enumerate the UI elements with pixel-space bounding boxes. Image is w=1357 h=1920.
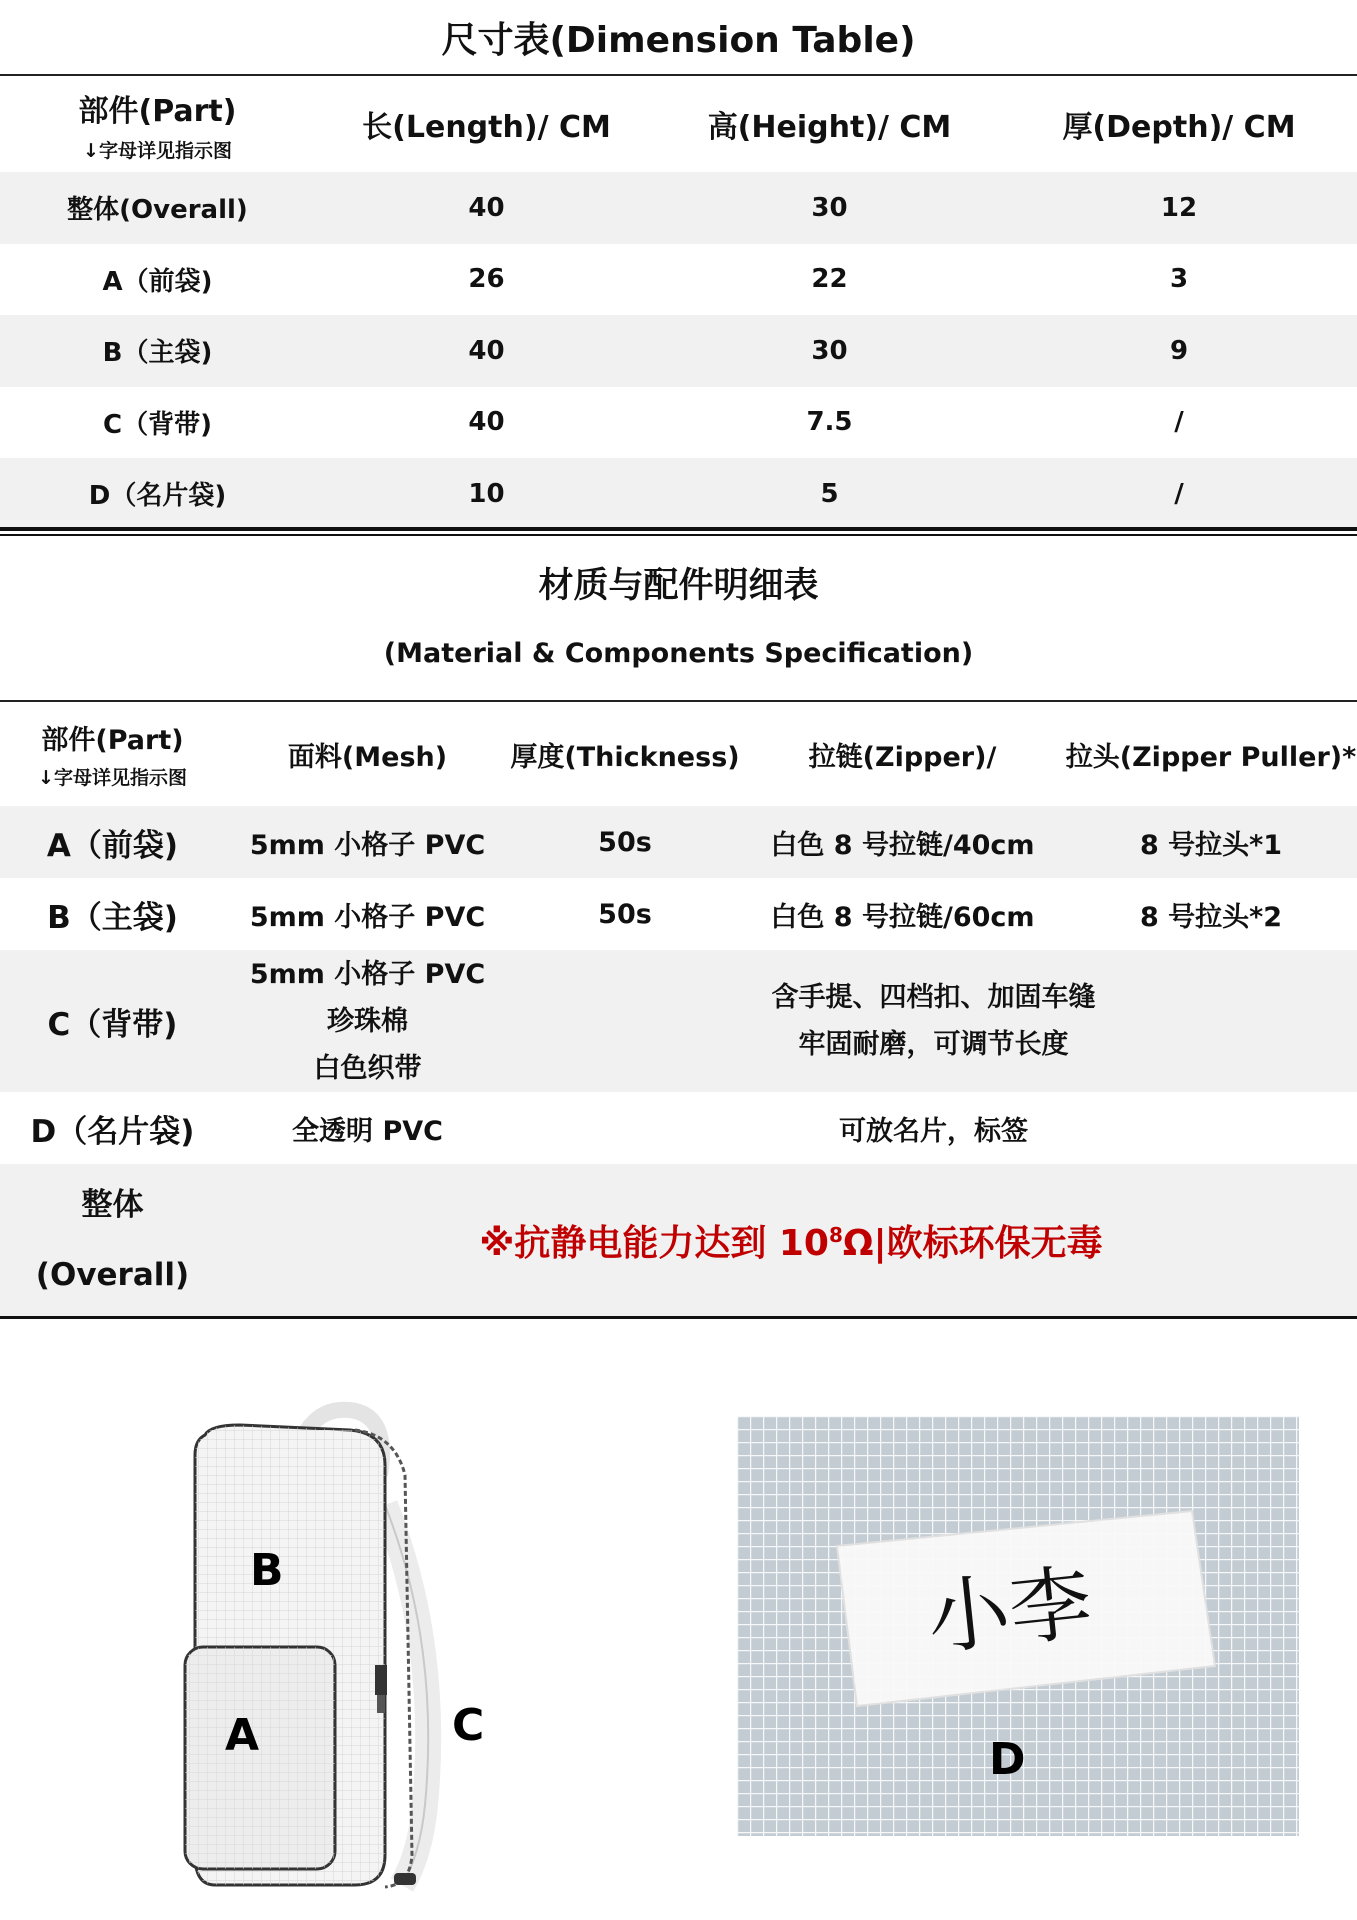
- table-row: [0, 1164, 1357, 1316]
- cell-height: 30: [811, 192, 848, 223]
- table-row: [0, 315, 1357, 387]
- header-part-note: ↓字母详见指示图: [38, 767, 187, 789]
- cell-thickness: 50s: [598, 898, 652, 930]
- label-c: C: [452, 1700, 485, 1751]
- table-row: [0, 878, 1357, 950]
- header-part-label: 部件(Part): [41, 725, 184, 756]
- material-title-zh: 材质与配件明细表: [538, 566, 819, 606]
- header-puller: 拉头(Zipper Puller)*: [1065, 741, 1357, 773]
- card-handwritten-name: 小李: [923, 1555, 1097, 1668]
- material-table-title: [0, 546, 1357, 682]
- cell-part: C（背带): [103, 409, 212, 440]
- header-part: [0, 86, 315, 163]
- dimension-table: [0, 76, 1357, 530]
- cell-depth: 9: [1169, 335, 1189, 366]
- backpack-illustration: [180, 1385, 510, 1905]
- cell-part: B（主袋): [102, 338, 213, 369]
- antistatic-note: [225, 1215, 1357, 1266]
- header-height: 高(Height)/ CM: [707, 110, 952, 145]
- note-line: 牢固耐磨，可调节长度: [798, 1029, 1069, 1060]
- cell-part: D（名片袋): [88, 481, 227, 512]
- antistatic-note-exponent: 8: [828, 1222, 843, 1247]
- cell-mesh: 5mm 小格子 PVC: [249, 829, 486, 861]
- cell-part: 整体(Overall): [67, 195, 248, 226]
- header-thickness: 厚度(Thickness): [510, 741, 740, 773]
- material-table-header: [0, 702, 1357, 806]
- table-row: [0, 1092, 1357, 1164]
- mesh-line: 白色织带: [313, 1052, 422, 1084]
- cell-length: 10: [468, 478, 505, 509]
- table-row: [0, 172, 1357, 244]
- table-row: [0, 950, 1357, 1092]
- material-title-en: (Material & Components Specification): [383, 638, 974, 669]
- cell-depth: /: [1174, 407, 1184, 438]
- cell-length: 40: [468, 335, 505, 366]
- dimension-table-title: 尺寸表(Dimension Table): [0, 0, 1357, 76]
- header-part: [0, 718, 225, 790]
- cell-height: 7.5: [806, 407, 853, 438]
- cell-depth: /: [1174, 478, 1184, 509]
- mesh-line: 珍珠棉: [327, 1005, 408, 1037]
- header-part-note: ↓字母详见指示图: [83, 139, 232, 162]
- material-table: [0, 700, 1357, 1319]
- cell-part: B（主袋): [47, 899, 178, 936]
- cell-note: 可放名片，标签: [839, 1115, 1028, 1147]
- cell-depth: 12: [1160, 192, 1198, 223]
- cell-part: C（背带): [47, 1006, 178, 1043]
- cell-height: 5: [820, 478, 839, 509]
- card-pocket-photo: [737, 1416, 1299, 1836]
- cell-part: A（前袋): [102, 266, 213, 297]
- label-d: D: [989, 1734, 1026, 1785]
- cell-depth: 3: [1169, 264, 1189, 295]
- backpack-photo: [180, 1385, 510, 1905]
- header-part-label: 部件(Part): [78, 93, 237, 129]
- cell-mesh: [225, 951, 510, 1092]
- label-b: B: [250, 1545, 284, 1596]
- section-divider: [0, 527, 1357, 536]
- table-row: [0, 244, 1357, 316]
- dimension-table-header: [0, 76, 1357, 172]
- antistatic-note-suffix: Ω|欧标环保无毒: [842, 1222, 1103, 1264]
- table-row: [0, 387, 1357, 459]
- indicator-figures: [0, 1320, 1357, 1920]
- table-row: [0, 806, 1357, 878]
- cell-length: 40: [468, 192, 505, 223]
- label-a: A: [225, 1710, 260, 1761]
- cell-zipper: 白色 8 号拉链/60cm: [770, 901, 1035, 933]
- cell-note: [510, 974, 1357, 1068]
- header-depth: 厚(Depth)/ CM: [1062, 110, 1296, 145]
- overall-label-en: (Overall): [35, 1257, 190, 1293]
- cell-puller: 8 号拉头*1: [1139, 829, 1283, 861]
- cell-mesh: 全透明 PVC: [292, 1115, 443, 1147]
- cell-length: 40: [468, 407, 505, 438]
- cell-length: 26: [468, 264, 505, 295]
- cell-height: 22: [811, 264, 848, 295]
- cell-thickness: 50s: [598, 826, 652, 858]
- note-line: 含手提、四档扣、加固车缝: [771, 982, 1096, 1013]
- cell-part: [0, 1170, 225, 1310]
- cell-part: A（前袋): [46, 827, 179, 864]
- cell-part: D（名片袋): [30, 1113, 195, 1150]
- header-length: 长(Length)/ CM: [362, 110, 611, 145]
- cell-mesh: 5mm 小格子 PVC: [249, 901, 486, 933]
- overall-label-zh: 整体: [81, 1187, 144, 1223]
- mesh-line: 5mm 小格子 PVC: [249, 958, 486, 990]
- cell-zipper: 白色 8 号拉链/40cm: [770, 829, 1035, 861]
- table-row: [0, 458, 1357, 530]
- cell-height: 30: [811, 335, 848, 366]
- header-mesh: 面料(Mesh): [287, 741, 448, 773]
- header-zipper: 拉链(Zipper)/: [808, 741, 997, 773]
- antistatic-note-prefix: ※抗静电能力达到 10: [479, 1222, 829, 1264]
- cell-puller: 8 号拉头*2: [1139, 901, 1283, 933]
